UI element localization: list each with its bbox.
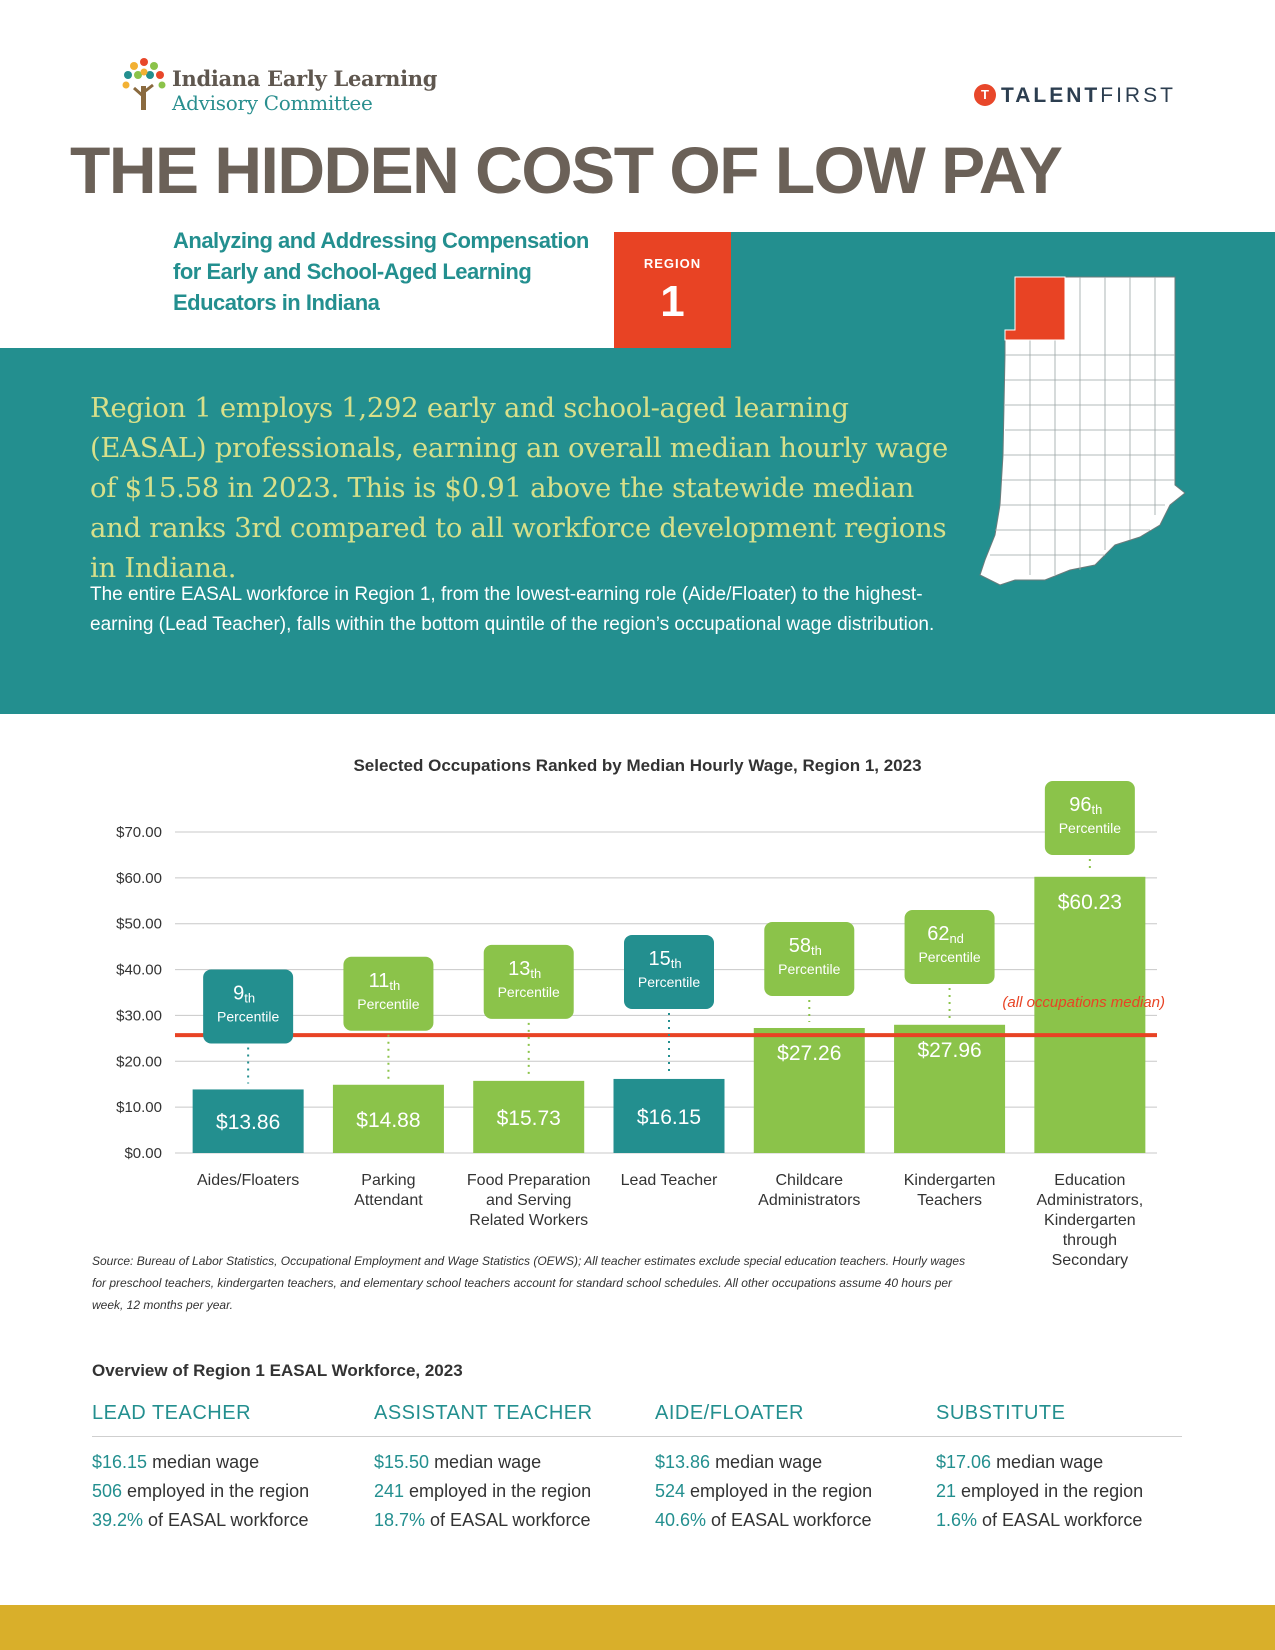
org-name-line1: Indiana Early Learning	[172, 66, 438, 91]
percentile-number: 62nd	[927, 923, 964, 946]
y-tick-label: $20.00	[116, 1053, 162, 1071]
brand-name-light: FIRST	[1100, 84, 1176, 107]
percentile-badge	[624, 935, 714, 1009]
y-tick-label: $40.00	[116, 961, 162, 979]
employed-count-value: 241	[374, 1481, 405, 1501]
y-tick-label: $0.00	[124, 1145, 162, 1162]
category-label: Education	[1054, 1172, 1126, 1189]
percentile-badge	[1045, 781, 1135, 855]
percentile-badge	[343, 957, 433, 1031]
indiana-map-icon	[975, 275, 1185, 595]
category-label: Food Preparation	[466, 1172, 591, 1189]
bar-value-label: $27.26	[777, 1041, 842, 1065]
employed-count-text: employed in the region	[122, 1481, 310, 1501]
percentile-suffix: th	[389, 977, 401, 993]
employed-count-text: employed in the region	[404, 1481, 592, 1501]
workforce-share	[374, 1510, 654, 1539]
employed-count-text: employed in the region	[685, 1481, 873, 1501]
median-wage	[374, 1452, 654, 1481]
percentile-word: Percentile	[497, 983, 560, 1000]
category-label: Kindergarten	[903, 1172, 996, 1189]
median-wage	[92, 1452, 372, 1481]
workforce-share-value: 1.6%	[936, 1510, 978, 1530]
percentile-number: 9th	[233, 982, 256, 1006]
y-tick-label: $30.00	[116, 1007, 162, 1025]
category-label: Teachers	[917, 1192, 983, 1209]
bar-value-label: $27.96	[917, 1038, 982, 1062]
median-wage-value: $17.06	[936, 1452, 992, 1472]
wage-bar-chart	[0, 770, 1275, 1290]
intro-headline: Region 1 employs 1,292 early and school-aged learning (EASAL) professionals, earning an overall median hourly wage of $15.58 in 2023. This is $0.91 above the statewide median and ranks 3rd compared to all workforce development regions in Indiana.	[90, 392, 948, 584]
employed-count-value: 524	[655, 1481, 686, 1501]
employed-count	[92, 1481, 372, 1510]
workforce-share-text: of EASAL workforce	[706, 1510, 872, 1530]
category-label: Parking	[361, 1172, 416, 1189]
overview-heading: AIDE/FLOATER	[655, 1402, 804, 1424]
overview-heading: SUBSTITUTE	[936, 1402, 1066, 1424]
percentile-suffix: th	[810, 943, 822, 958]
percentile-badge	[484, 945, 574, 1019]
employed-count-value: 21	[936, 1481, 957, 1501]
median-wage-text: median wage	[991, 1452, 1104, 1472]
y-tick-label: $60.00	[116, 869, 162, 887]
category-label: Attendant	[354, 1192, 423, 1209]
region-label: REGION	[643, 256, 702, 271]
region-1-highlight	[1005, 277, 1065, 340]
overview-heading: ASSISTANT TEACHER	[374, 1402, 593, 1424]
category-label: Related Workers	[469, 1212, 589, 1229]
chart-title: Selected Occupations Ranked by Median Hourly Wage, Region 1, 2023	[353, 756, 922, 775]
category-label: Childcare	[775, 1172, 844, 1189]
indiana-outline	[980, 277, 1185, 585]
category-label: through	[1062, 1232, 1117, 1249]
overview-column	[936, 1402, 1216, 1539]
employed-count-text: employed in the region	[956, 1481, 1144, 1501]
page-subtitle: Analyzing and Addressing Compensation for Early and School-Aged Learning Educators in Indiana	[173, 228, 589, 315]
percentile-suffix: th	[1091, 802, 1103, 817]
percentile-word: Percentile	[357, 995, 420, 1012]
tree-logo-icon	[120, 56, 168, 114]
percentile-word: Percentile	[637, 973, 701, 990]
percentile-number: 58th	[788, 935, 822, 958]
bar	[1034, 877, 1145, 1153]
median-wage	[655, 1452, 935, 1481]
category-label: and Serving	[486, 1192, 572, 1209]
median-wage-text: median wage	[710, 1452, 823, 1472]
overview-title: Overview of Region 1 EASAL Workforce, 2023	[92, 1361, 463, 1380]
percentile-badge	[764, 922, 854, 996]
workforce-share-value: 18.7%	[374, 1510, 426, 1530]
y-tick-label: $70.00	[116, 824, 162, 841]
region-number: 1	[660, 277, 685, 326]
percentile-badge	[203, 969, 293, 1043]
talentfirst-logo-icon: T	[974, 84, 996, 106]
category-label: Kindergarten	[1044, 1212, 1136, 1229]
overview-column	[374, 1402, 654, 1539]
percentile-badge	[905, 910, 995, 984]
median-wage-value: $16.15	[92, 1452, 148, 1472]
percentile-suffix: th	[670, 955, 682, 971]
workforce-share-value: 39.2%	[92, 1510, 144, 1530]
bar-value-label: $15.73	[496, 1106, 561, 1130]
percentile-number: 15th	[648, 947, 682, 971]
workforce-share-text: of EASAL workforce	[143, 1510, 309, 1530]
workforce-share	[92, 1510, 372, 1539]
y-tick-label: $50.00	[116, 915, 162, 933]
page-title: THE HIDDEN COST OF LOW PAY	[70, 133, 1062, 207]
percentile-number: 11th	[368, 969, 401, 993]
percentile-word: Percentile	[918, 949, 981, 965]
org-name-line2: Advisory Committee	[172, 91, 373, 115]
category-label: Lead Teacher	[620, 1172, 718, 1189]
median-wage-value: $13.86	[655, 1452, 711, 1472]
bar-value-label: $16.15	[636, 1105, 702, 1129]
median-line-label: (all occupations median)	[1002, 994, 1165, 1012]
percentile-suffix: th	[530, 965, 542, 981]
median-wage-value: $15.50	[374, 1452, 430, 1472]
workforce-share-text: of EASAL workforce	[977, 1510, 1143, 1530]
percentile-suffix: nd	[949, 931, 964, 946]
median-wage-text: median wage	[147, 1452, 260, 1472]
workforce-share	[655, 1510, 935, 1539]
overview-column	[92, 1402, 372, 1539]
category-label: Secondary	[1051, 1252, 1129, 1269]
overview-column	[655, 1402, 935, 1539]
percentile-number: 13th	[508, 957, 542, 981]
y-tick-label: $10.00	[116, 1099, 162, 1117]
category-label: Administrators,	[1036, 1192, 1144, 1209]
employed-count-value: 506	[92, 1481, 123, 1501]
median-wage-text: median wage	[429, 1452, 542, 1472]
category-label: Administrators	[758, 1192, 861, 1209]
percentile-word: Percentile	[217, 1008, 280, 1025]
percentile-suffix: th	[244, 990, 256, 1006]
percentile-word: Percentile	[1058, 820, 1121, 836]
bar-value-label: $13.86	[216, 1111, 281, 1135]
category-label: Aides/Floaters	[197, 1172, 300, 1189]
y-axis-ticks	[116, 824, 162, 1162]
employed-count	[936, 1481, 1216, 1510]
bar-value-label: $14.88	[356, 1108, 421, 1132]
overview-heading: LEAD TEACHER	[92, 1402, 252, 1424]
intro-body: The entire EASAL workforce in Region 1, from the lowest-earning role (Aide/Floater) to the highest-earning (Lead Teacher), falls within the bottom quintile of the region’s occupational wage distribution.	[90, 584, 935, 635]
employed-count	[655, 1481, 935, 1510]
footer-bar	[0, 1605, 1275, 1650]
employed-count	[374, 1481, 654, 1510]
workforce-share-value: 40.6%	[655, 1510, 707, 1530]
bar-value-label: $60.23	[1057, 890, 1122, 914]
median-wage	[936, 1452, 1216, 1481]
percentile-number: 96th	[1069, 794, 1103, 817]
workforce-share-text: of EASAL workforce	[425, 1510, 591, 1530]
workforce-share	[936, 1510, 1216, 1539]
region-badge	[614, 232, 731, 348]
brand-name-bold: TALENT	[1001, 84, 1101, 107]
percentile-word: Percentile	[778, 961, 841, 977]
source-note: Source: Bureau of Labor Statistics, Occupational Employment and Wage Statistics (OEWS); All teacher estimates exclude special education teachers. Hourly wages for preschool teachers, kindergarten teachers, and elementary school teachers account for standard school schedules. All other occupations assume 40 hours per week, 12 months per year.	[92, 1254, 966, 1312]
talentfirst-brand	[1001, 84, 1176, 108]
